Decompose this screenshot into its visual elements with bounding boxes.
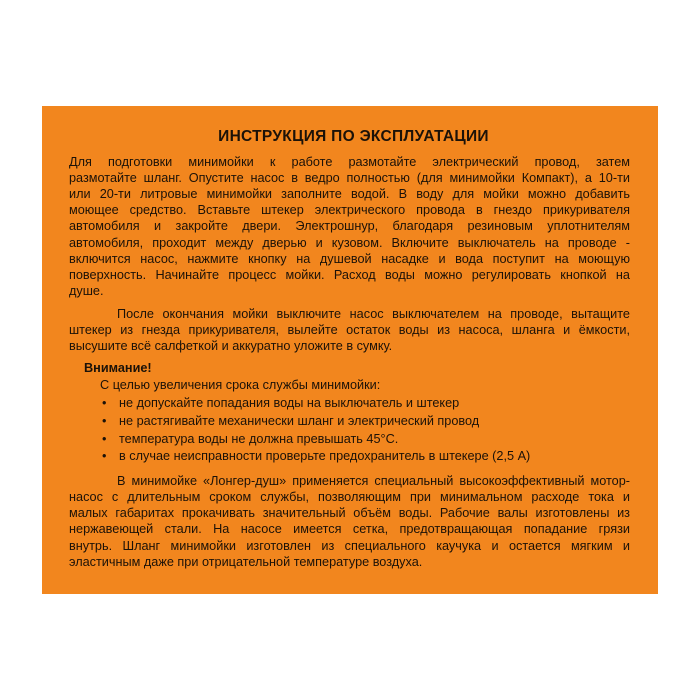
text-line: поверхность. Начинайте процесс мойки. Расход воды можно регулировать кнопкой на <box>69 267 630 282</box>
list-item-text: температура воды не должна превышать 45°С. <box>119 431 399 446</box>
attention-intro: С целью увеличения срока службы минимойки: <box>100 378 381 393</box>
text-line: внутрь. Шланг минимойки изготовлен из специального каучука и остается мягким и <box>69 538 630 553</box>
text-line: автомобиля, проходит между дверью и кузовом. Включите выключатель на проводе - <box>69 235 630 250</box>
attention-heading: Внимание! <box>84 361 152 376</box>
list-item <box>100 413 630 429</box>
paragraph-preparation <box>69 154 630 299</box>
bullet-icon: • <box>102 431 107 446</box>
text-line: нержавеющей стали. На насосе имеется сетка, предотвращающая попадание грязи <box>69 522 630 537</box>
text-line: После окончания мойки выключите насос выключателем на проводе, вытащите <box>117 306 630 321</box>
list-item <box>100 395 630 411</box>
paragraph-pump-description <box>69 473 630 570</box>
bullet-icon: • <box>102 449 107 464</box>
document-title: ИНСТРУКЦИЯ ПО ЭКСПЛУАТАЦИИ <box>218 128 489 145</box>
bullet-icon: • <box>102 396 107 411</box>
text-line: автомобиля и закройте двери. Электрошнур, благодаря резиновым уплотнителям <box>69 219 630 234</box>
instruction-sheet <box>42 106 658 594</box>
attention-list <box>69 395 630 464</box>
text-line: эластичным даже при отрицательной температуре воздуха. <box>69 554 423 569</box>
text-line: штекер из гнезда прикуривателя, вылейте остаток воды из насоса, шланга и ёмкости, <box>69 323 630 338</box>
bullet-icon: • <box>102 414 107 429</box>
text-line: включится насос, нажмите кнопку на душевой насадке и вода поступит на моющую <box>69 251 630 266</box>
paragraph-after-washing <box>69 306 630 354</box>
list-item-text: в случае неисправности проверьте предохранитель в штекере (2,5 А) <box>119 449 531 464</box>
text-line: или 20-ти литровые минимойки заполните водой. В воду для мойки можно добавить <box>69 187 630 202</box>
text-line: высушите всё салфеткой и аккуратно уложите в сумку. <box>69 339 393 354</box>
list-item-text: не растягивайте механически шланг и электрический провод <box>119 414 480 429</box>
text-line: насос с длительным сроком службы, позволяющим при минимальном расходе тока и <box>69 490 630 505</box>
text-line: душе. <box>69 283 104 298</box>
text-line: Для подготовки минимойки к работе размотайте электрический провод, затем <box>69 155 630 170</box>
text-line: моющее средство. Вставьте штекер электрического провода в гнездо прикуривателя <box>69 203 630 218</box>
text-line: размотайте шланг. Опустите насос в ведро полностью (для минимойки Компакт), а 10-ти <box>69 171 630 186</box>
list-item-text: не допускайте попадания воды на выключатель и штекер <box>119 396 460 411</box>
text-line: В минимойке «Лонгер-душ» применяется специальный высокоэффективный мотор- <box>117 474 630 489</box>
text-line: малых габаритах прокачивать значительный объём воды. Рабочие валы изготовлены из <box>69 506 630 521</box>
list-item <box>100 448 630 464</box>
list-item <box>100 431 630 447</box>
